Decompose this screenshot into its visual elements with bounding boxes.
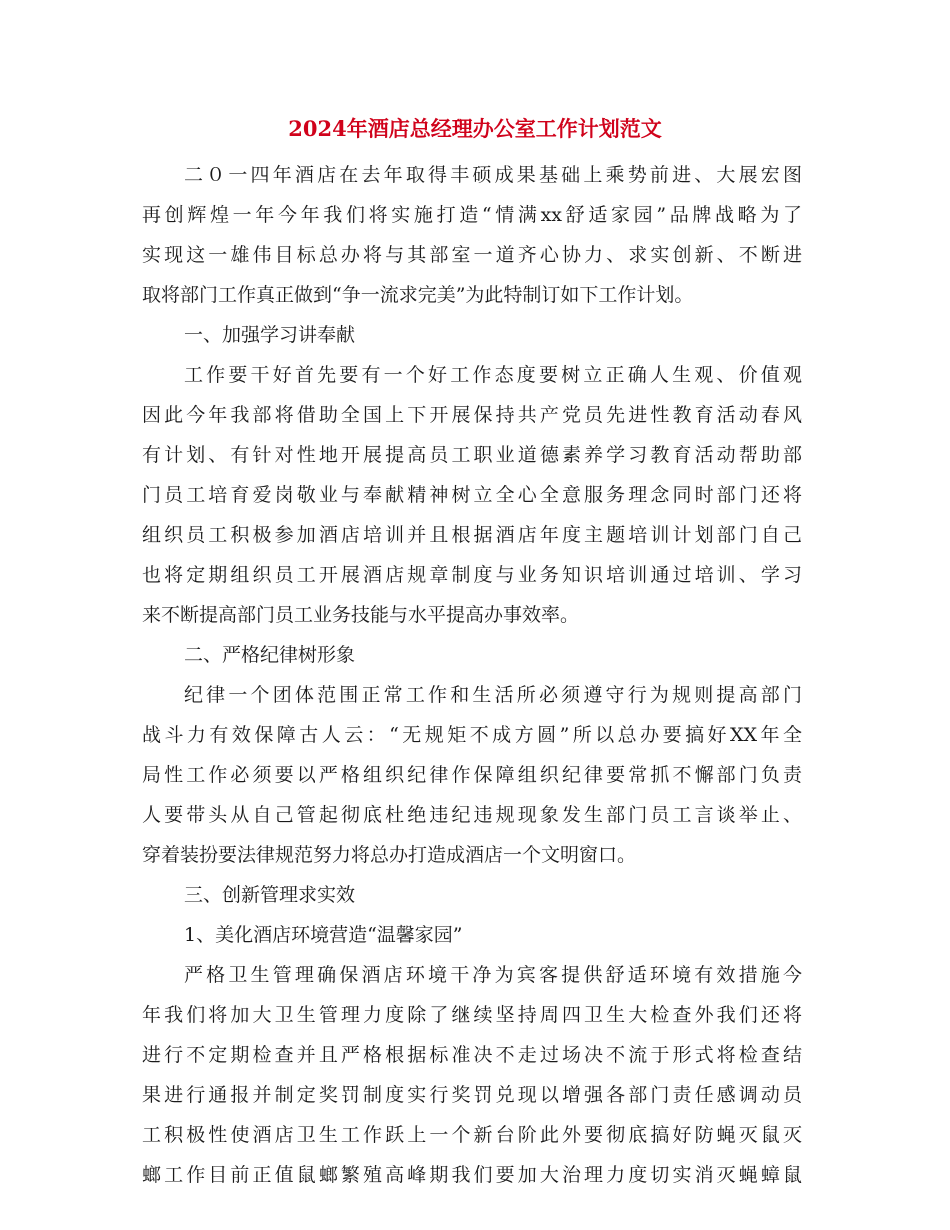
- document-body: [142, 155, 802, 1195]
- paragraph-line: 进行不定期检查并且严格根据标准决不走过场决不流于形式将检查结: [142, 1044, 802, 1066]
- paragraph-line: 年我们将加大卫生管理力度除了继续坚持周四卫生大检查外我们还将: [142, 1004, 802, 1026]
- document-title: 2024年酒店总经理办公室工作计划范文: [288, 116, 662, 141]
- section-heading: 一、加强学习讲奉献: [184, 324, 356, 346]
- paragraph-line: 有计划、有针对性地开展提高员工职业道德素养学习教育活动帮助部: [142, 444, 802, 466]
- paragraph-line: 战斗力有效保障古人云：“无规矩不成方圆”所以总办要搞好XX年全: [142, 724, 802, 746]
- paragraph-line: 也将定期组织员工开展酒店规章制度与业务知识培训通过培训、学习: [142, 564, 802, 586]
- paragraph-line: 组织员工积极参加酒店培训并且根据酒店年度主题培训计划部门自己: [142, 524, 802, 546]
- paragraph-line: 工积极性使酒店卫生工作跃上一个新台阶此外要彻底搞好防蝇灭鼠灭: [142, 1124, 802, 1146]
- paragraph-line: 穿着装扮要法律规范努力将总办打造成酒店一个文明窗口。: [142, 844, 637, 866]
- paragraph-line: 因此今年我部将借助全国上下开展保持共产党员先进性教育活动春风: [142, 404, 802, 426]
- paragraph-line: 再创辉煌一年今年我们将实施打造“情满xx舒适家园”品牌战略为了: [142, 204, 802, 226]
- paragraph-line: 人要带头从自己管起彻底杜绝违纪违规现象发生部门员工言谈举止、: [142, 804, 802, 826]
- paragraph-line: 严格卫生管理确保酒店环境干净为宾客提供舒适环境有效措施今: [184, 964, 802, 986]
- paragraph-line: 二０一四年酒店在去年取得丰硕成果基础上乘势前进、大展宏图: [184, 164, 802, 186]
- section-heading: 二、严格纪律树形象: [184, 644, 356, 666]
- section-heading: 1、美化酒店环境营造“温馨家园”: [184, 924, 463, 946]
- paragraph-line: 来不断提高部门员工业务技能与水平提高办事效率。: [142, 604, 580, 626]
- paragraph-line: 果进行通报并制定奖罚制度实行奖罚兑现以增强各部门责任感调动员: [142, 1084, 802, 1106]
- paragraph-line: 螂工作目前正值鼠螂繁殖高峰期我们要加大治理力度切实消灭蝇蟑鼠: [142, 1164, 802, 1186]
- paragraph-line: 实现这一雄伟目标总办将与其部室一道齐心协力、求实创新、不断进: [142, 244, 802, 266]
- paragraph-line: 工作要干好首先要有一个好工作态度要树立正确人生观、价值观: [184, 364, 802, 386]
- paragraph-line: 门员工培育爱岗敬业与奉献精神树立全心全意服务理念同时部门还将: [142, 484, 802, 506]
- paragraph-line: 纪律一个团体范围正常工作和生活所必须遵守行为规则提高部门: [184, 684, 802, 706]
- paragraph-line: 局性工作必须要以严格组织纪律作保障组织纪律要常抓不懈部门负责: [142, 764, 802, 786]
- paragraph-line: 取将部门工作真正做到“争一流求完美”为此特制订如下工作计划。: [142, 284, 694, 306]
- section-heading: 三、创新管理求实效: [184, 884, 356, 906]
